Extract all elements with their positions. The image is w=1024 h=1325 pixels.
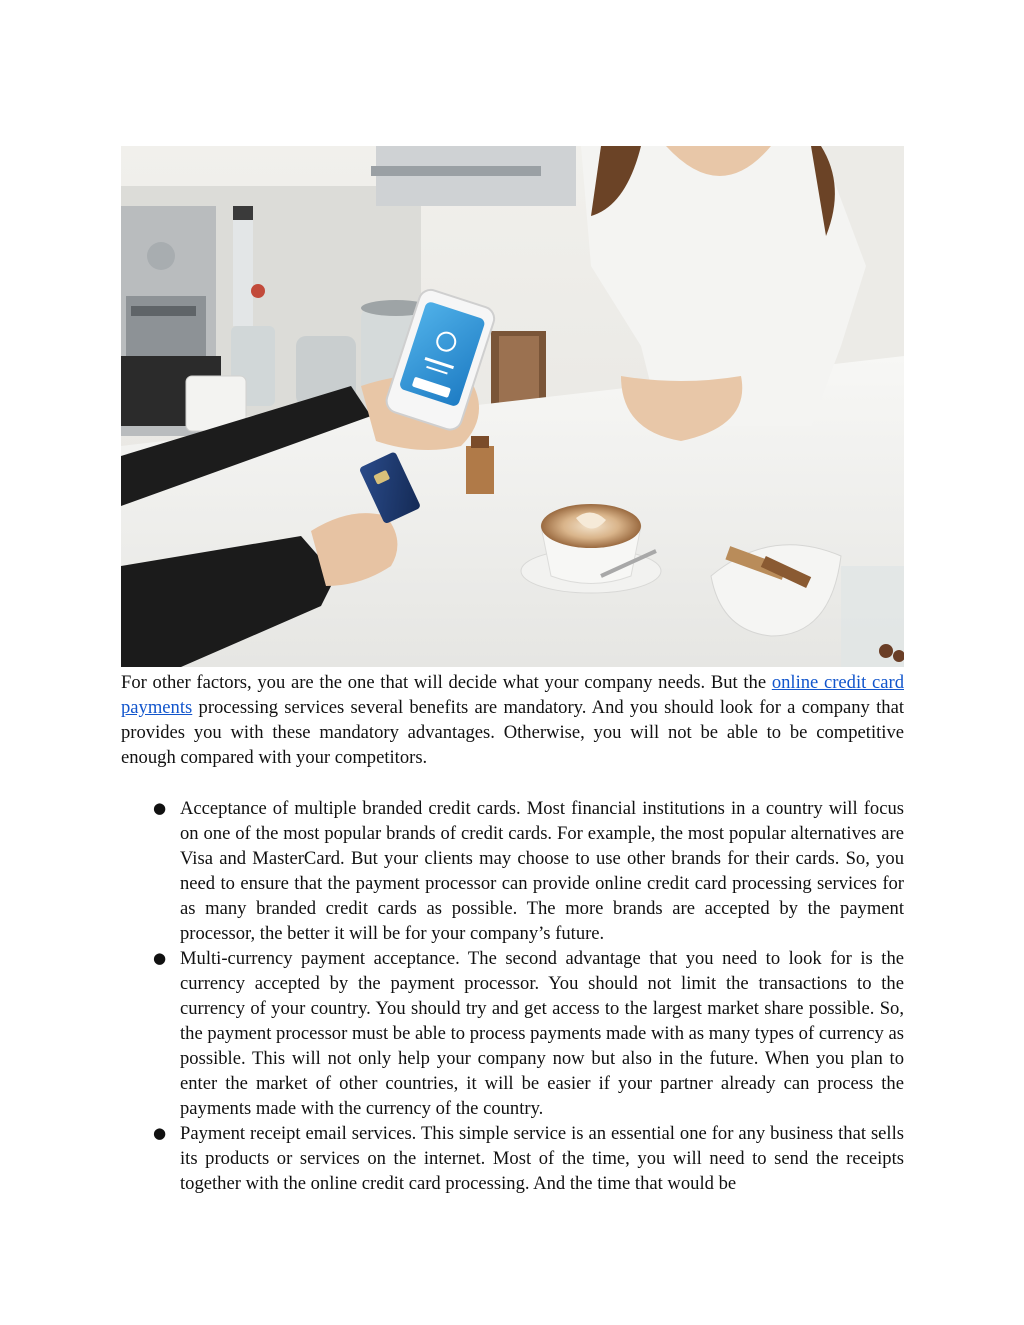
list-item-text: Multi-currency payment acceptance. The second advantage that you need to look for is the currency accepted by the payment processor. You should not limit the transactions to the currency of your country. You should try and get access to the largest market share possible. So, the payment processor must be able to process payments made with as many types of currency as possible. This will not only help your company now but also in the future. When you plan to enter the market of other countries, it will be easier if your partner already can process the payments made with the currency of the country. — [180, 948, 904, 1119]
intro-text-after-link: processing services several benefits are mandatory. And you should look for a company that provides you with these mandatory advantages. Otherwise, you will not be able to be competitive enough compared with your competitors. — [121, 697, 904, 768]
bullet-icon: ● — [153, 1124, 167, 1142]
online-credit-card-payments-link[interactable]: online credit card payments — [121, 672, 904, 718]
bullet-icon: ● — [153, 949, 167, 967]
list-item-text: Payment receipt email services. This simple service is an essential one for any business that sells its products or services on the internet. Most of the time, you will need to send the receipts together with the online credit card processing. And the time that would be — [180, 1123, 904, 1194]
list-item — [121, 946, 904, 1121]
intro-paragraph — [121, 670, 904, 770]
list-item — [121, 796, 904, 946]
cafe-card-payment-photo — [121, 146, 904, 667]
bullet-icon: ● — [153, 799, 167, 817]
benefits-list — [121, 796, 904, 1196]
intro-text-before-link: For other factors, you are the one that will decide what your company needs. But the — [121, 672, 772, 693]
article-text — [121, 670, 904, 1196]
list-item-text: Acceptance of multiple branded credit cards. Most financial institutions in a country will focus on one of the most popular brands of credit cards. For example, the most popular alternatives are Visa and MasterCard. But your clients may choose to use other brands for their cards. So, you need to ensure that the payment processor can provide online credit card processing services for as many branded credit cards as possible. The more brands are accepted by the payment processor, the better it will be for your company’s future. — [180, 798, 904, 944]
list-item — [121, 1121, 904, 1196]
